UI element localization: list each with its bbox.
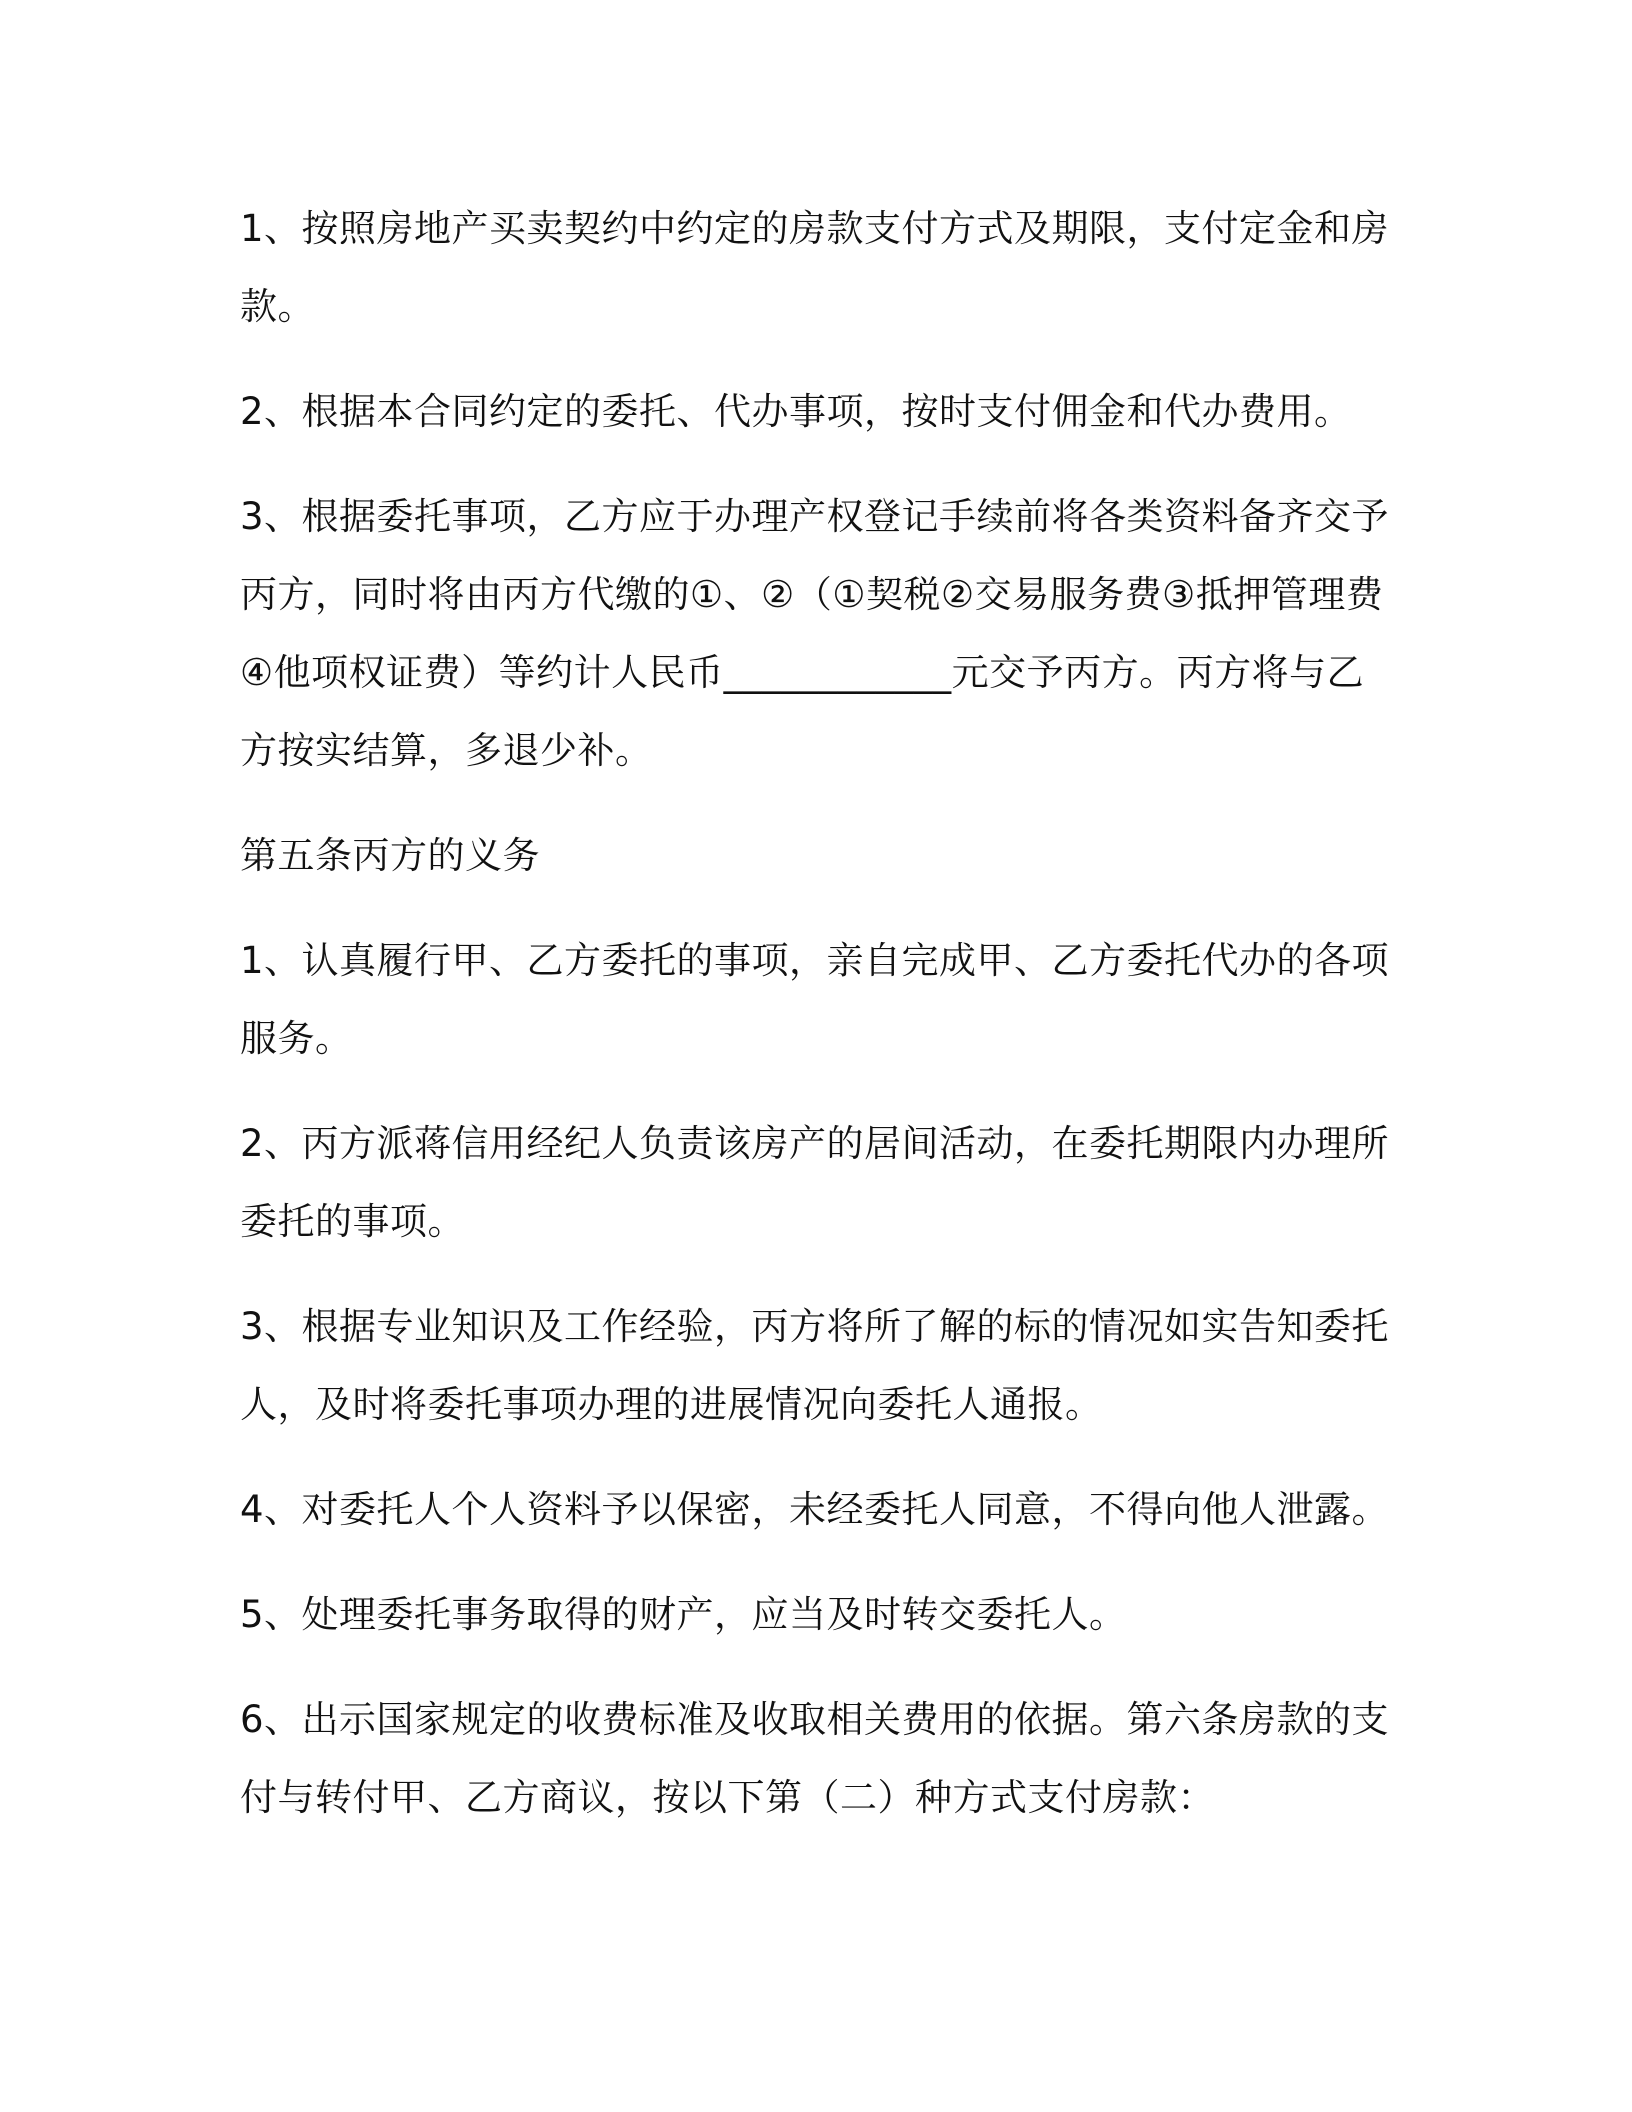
- paragraph-buyer-duty-3: 3、根据委托事项，乙方应于办理产权登记手续前将各类资料备齐交予丙方，同时将由丙方代缴的①、②（①契税②交易服务费③抵押管理费④他项权证费）等约计人民币____________元交予丙方。丙方将与乙方按实结算，多退少补。: [240, 495, 1390, 772]
- paragraph-agent-duty-6: 6、出示国家规定的收费标准及收取相关费用的依据。第六条房款的支付与转付甲、乙方商议，按以下第（二）种方式支付房款：: [240, 1698, 1390, 1819]
- paragraph-agent-duty-5: 5、处理委托事务取得的财产，应当及时转交委托人。: [240, 1593, 1127, 1636]
- document-body: [240, 190, 1400, 1864]
- paragraph-agent-duty-3: 3、根据专业知识及工作经验，丙方将所了解的标的情况如实告知委托人，及时将委托事项办理的进展情况向委托人通报。: [240, 1305, 1390, 1426]
- section-heading: 第五条丙方的义务: [240, 834, 540, 877]
- paragraph-buyer-duty-2: 2、根据本合同约定的委托、代办事项，按时支付佣金和代办费用。: [240, 390, 1352, 433]
- paragraph-agent-duty-1: 1、认真履行甲、乙方委托的事项，亲自完成甲、乙方委托代办的各项服务。: [240, 939, 1390, 1060]
- paragraph-buyer-duty-1: 1、按照房地产买卖契约中约定的房款支付方式及期限，支付定金和房款。: [240, 207, 1390, 328]
- paragraph-agent-duty-2: 2、丙方派蒋信用经纪人负责该房产的居间活动，在委托期限内办理所委托的事项。: [240, 1122, 1390, 1243]
- paragraph-agent-duty-4: 4、对委托人个人资料予以保密，未经委托人同意，不得向他人泄露。: [240, 1488, 1390, 1531]
